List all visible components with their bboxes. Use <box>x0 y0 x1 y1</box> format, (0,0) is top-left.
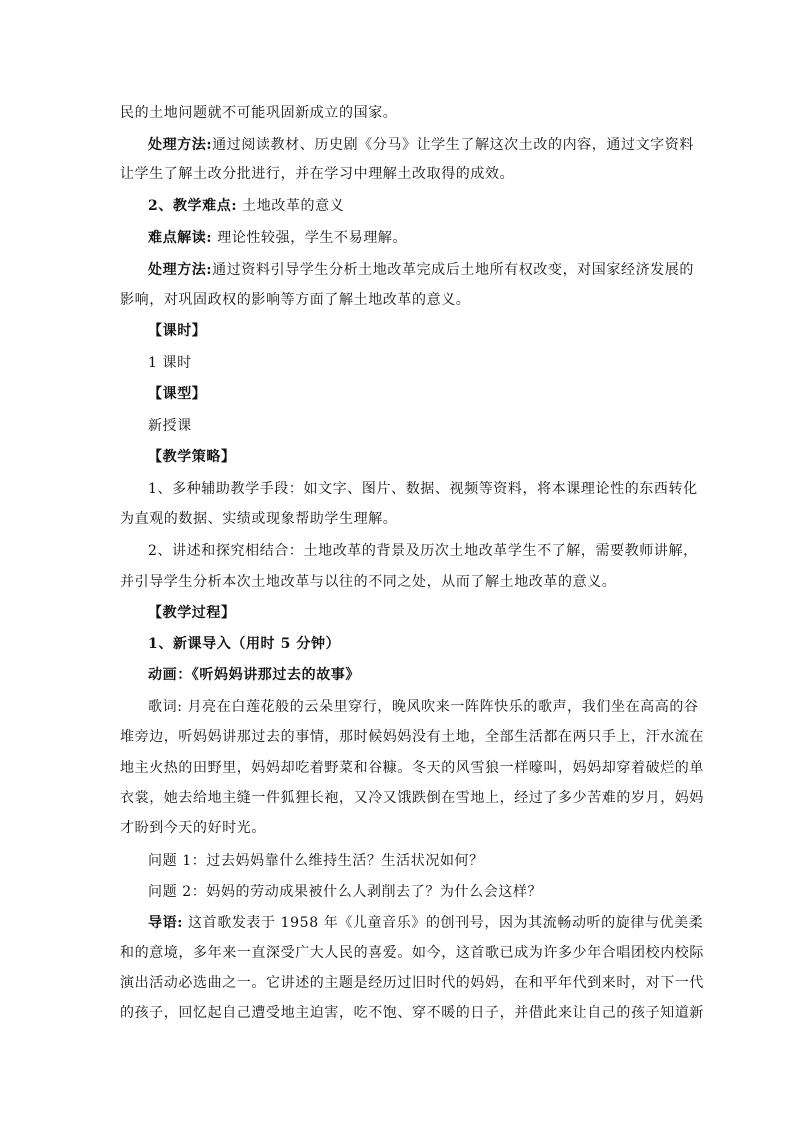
text: 通过阅读教材、历史剧《分马》让学生了解这次土改的内容，通过文字资料 <box>212 137 694 153</box>
question-1: 问题 1：过去妈妈靠什么维持生活？生活状况如何？ <box>148 853 484 869</box>
kexing-value: 新授课 <box>148 418 192 434</box>
paragraph-line: 并引导学生分析本次土地改革与以往的不同之处，从而了解土地改革的意义。 <box>120 574 617 590</box>
method-label: 处理方法: <box>148 262 213 278</box>
section-heading-guocheng: 【教学过程】 <box>148 605 236 621</box>
section-heading-keshi: 【课时】 <box>148 323 207 339</box>
explain-label: 难点解读: <box>148 230 213 246</box>
paragraph-line <box>120 164 514 184</box>
paragraph-line: 1、多种辅助教学手段：如文字、图片、数据、视频等资料，将本课理论性的东西转化 <box>148 481 698 497</box>
lyric-line: 歌词: 月亮在白莲花般的云朵里穿行，晚风吹来一阵阵快乐的歌声，我们坐在高高的谷 <box>148 699 699 715</box>
explain-paragraph <box>148 228 407 248</box>
text: 影响，对巩固政权的影响等方面了解土地改革的意义。 <box>120 292 471 308</box>
paragraph-line: 为直观的数据、实绩或现象帮助学生理解。 <box>120 511 398 527</box>
guide-label: 导语: <box>148 915 183 931</box>
question-2: 问题 2：妈妈的劳动成果被什么人剥削去了？为什么会这样？ <box>148 884 543 900</box>
text: 理论性较强，学生不易理解。 <box>212 230 408 246</box>
difficulty-label: 2、教学难点: <box>148 198 238 214</box>
keshi-value: 1 课时 <box>148 355 192 371</box>
method-paragraph <box>148 135 694 155</box>
guide-line: 的孩子，回忆起自己遭受地主迫害，吃不饱、穿不暖的日子，并借此来让自己的孩子知道新 <box>120 1005 704 1021</box>
difficulty-heading <box>148 196 344 216</box>
paragraph-line: 2、讲述和探究相结合：土地改革的背景及历次土地改革学生不了解，需要教师讲解， <box>148 543 698 559</box>
lyric-line: 衣裳，她去给地主缝一件狐狸长袍，又冷又饿跌倒在雪地上，经过了多少苦难的岁月，妈妈 <box>120 790 704 806</box>
section-heading-kexing: 【课型】 <box>148 386 207 402</box>
intro-heading: 1、新课导入（用时 5 分钟） <box>148 636 341 652</box>
text: 这首歌发表于 1958 年《儿童音乐》的创刊号，因为其流畅动听的旋律与优美柔 <box>182 915 704 931</box>
paragraph-line <box>120 103 397 123</box>
guide-paragraph <box>148 913 703 933</box>
paragraph-line <box>120 290 470 310</box>
text: 土地改革的意义 <box>237 198 345 214</box>
lyric-line: 才盼到今天的好时光。 <box>120 820 266 836</box>
text: 民的土地问题就不可能巩固新成立的国家。 <box>120 105 398 121</box>
animation-heading: 动画：《听妈妈讲那过去的故事》 <box>148 667 360 683</box>
text: 通过资料引导学生分析土地改革完成后土地所有权改变，对国家经济发展的 <box>212 262 694 278</box>
method-paragraph <box>148 260 694 280</box>
method-label: 处理方法: <box>148 137 213 153</box>
lyric-line: 地主火热的田野里，妈妈却吃着野菜和谷糠。冬天的风雪狼一样嚎叫，妈妈却穿着破烂的单 <box>120 760 704 776</box>
guide-line: 演出活动必选曲之一。它讲述的主题是经历过旧时代的妈妈，在和平年代到来时，对下一代 <box>120 975 704 991</box>
section-heading-celue: 【教学策略】 <box>148 449 236 465</box>
guide-line: 和的意境，多年来一直深受广大人民的喜爱。如今，这首歌已成为许多少年合唱团校内校际 <box>120 945 704 961</box>
text: 让学生了解土改分批进行，并在学习中理解土改取得的成效。 <box>120 166 515 182</box>
lyric-line: 堆旁边，听妈妈讲那过去的事情，那时候妈妈没有土地，全部生活都在两只手上，汗水流在 <box>120 729 704 745</box>
